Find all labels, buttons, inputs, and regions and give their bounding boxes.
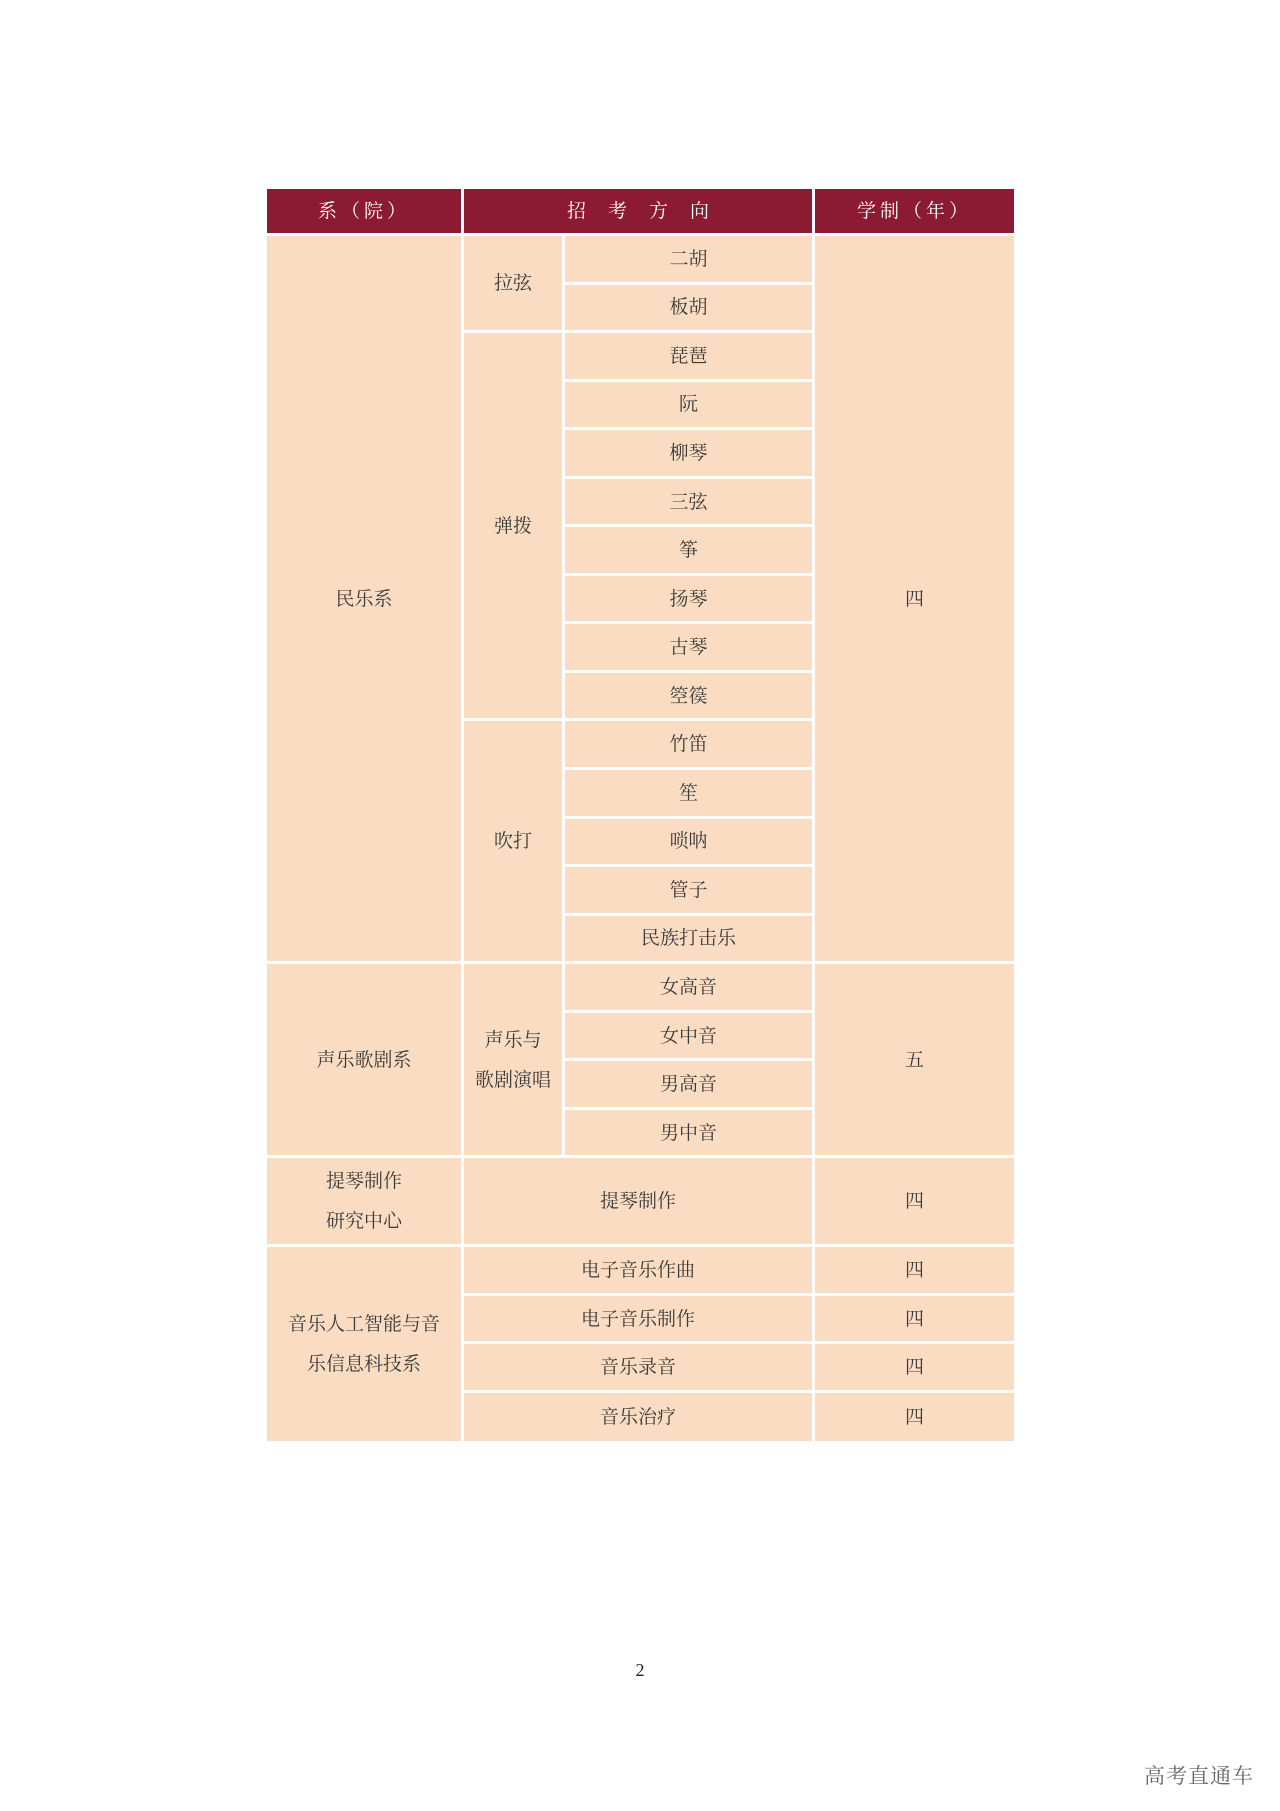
direction-cell (565, 1061, 815, 1110)
group-name: 弹拨 (493, 514, 532, 537)
direction-cell (464, 1344, 815, 1393)
direction-label: 唢呐 (669, 830, 708, 853)
dept-cell (267, 964, 464, 1158)
years-value: 五 (904, 1048, 924, 1071)
direction-label: 琵琶 (669, 344, 708, 367)
direction-cell (464, 1158, 815, 1247)
direction-label: 电子音乐作曲 (580, 1259, 695, 1282)
years-cell (815, 1344, 1014, 1393)
direction-cell (464, 1296, 815, 1345)
direction-label: 女高音 (659, 975, 717, 998)
direction-cell (565, 382, 815, 431)
header-dept-label: 系（院） (317, 200, 410, 222)
direction-cell (565, 1013, 815, 1062)
dept-name-line2: 乐信息科技系 (306, 1353, 421, 1376)
group-name: 吹打 (493, 830, 532, 853)
direction-cell (565, 673, 815, 722)
group-name: 拉弦 (493, 272, 532, 295)
direction-cell (565, 285, 815, 334)
direction-cell (464, 1393, 815, 1442)
direction-cell (565, 479, 815, 528)
watermark-text: 高考直通车 (1144, 1764, 1254, 1788)
group-cell (464, 333, 565, 721)
years-value: 四 (904, 1259, 924, 1282)
admissions-table (267, 189, 1014, 1441)
direction-label: 板胡 (669, 296, 708, 319)
direction-label: 女中音 (659, 1024, 717, 1047)
direction-cell (565, 964, 815, 1013)
group-cell (464, 964, 565, 1158)
direction-label: 笙 (678, 781, 698, 804)
dept-name: 声乐歌剧系 (316, 1048, 412, 1071)
years-value: 四 (904, 587, 924, 610)
direction-label: 男中音 (659, 1121, 717, 1144)
years-value: 四 (904, 1307, 924, 1330)
page-number: 2 (635, 1660, 645, 1680)
direction-label: 音乐录音 (599, 1356, 676, 1379)
years-cell (815, 1393, 1014, 1442)
direction-label: 箜篌 (669, 684, 708, 707)
years-cell (815, 964, 1014, 1158)
direction-cell (565, 333, 815, 382)
header-direction (464, 189, 815, 236)
years-value: 四 (904, 1356, 924, 1379)
direction-cell (565, 527, 815, 576)
direction-label: 男高音 (659, 1073, 717, 1096)
direction-label: 竹笛 (669, 733, 708, 756)
direction-label: 三弦 (669, 490, 708, 513)
direction-label: 电子音乐制作 (580, 1307, 695, 1330)
direction-label: 二胡 (669, 247, 708, 270)
direction-label: 管子 (669, 878, 708, 901)
dept-cell (267, 1158, 464, 1247)
direction-cell (565, 867, 815, 916)
direction-label: 阮 (678, 393, 698, 416)
dept-cell (267, 1247, 464, 1441)
years-cell (815, 236, 1014, 964)
direction-cell (565, 916, 815, 965)
direction-cell (565, 430, 815, 479)
header-direction-label: 招考方向 (566, 200, 731, 222)
direction-label: 筝 (678, 539, 698, 562)
group-cell (464, 721, 565, 964)
group-name-line1: 声乐与 (484, 1028, 542, 1051)
direction-label: 提琴制作 (599, 1190, 676, 1213)
direction-label: 扬琴 (669, 587, 708, 610)
years-cell (815, 1296, 1014, 1345)
dept-cell (267, 236, 464, 964)
years-cell (815, 1247, 1014, 1296)
dept-name: 民乐系 (335, 587, 393, 610)
years-value: 四 (904, 1190, 924, 1213)
years-value: 四 (904, 1406, 924, 1429)
direction-cell (565, 770, 815, 819)
dept-name-line1: 音乐人工智能与音 (287, 1313, 440, 1336)
header-dept (267, 189, 464, 236)
direction-label: 柳琴 (669, 441, 708, 464)
direction-label: 民族打击乐 (640, 927, 736, 950)
direction-cell (565, 819, 815, 868)
direction-cell (565, 721, 815, 770)
direction-label: 古琴 (669, 636, 708, 659)
direction-cell (565, 624, 815, 673)
dept-name-line2: 研究中心 (325, 1210, 402, 1233)
group-cell (464, 236, 565, 333)
direction-label: 音乐治疗 (599, 1406, 676, 1429)
header-years (815, 189, 1014, 236)
group-name-line2: 歌剧演唱 (474, 1068, 551, 1091)
header-years-label: 学制（年） (856, 200, 972, 222)
direction-cell (565, 576, 815, 625)
direction-cell (464, 1247, 815, 1296)
direction-cell (565, 1110, 815, 1159)
dept-name-line1: 提琴制作 (325, 1170, 402, 1193)
direction-cell (565, 236, 815, 285)
years-cell (815, 1158, 1014, 1247)
